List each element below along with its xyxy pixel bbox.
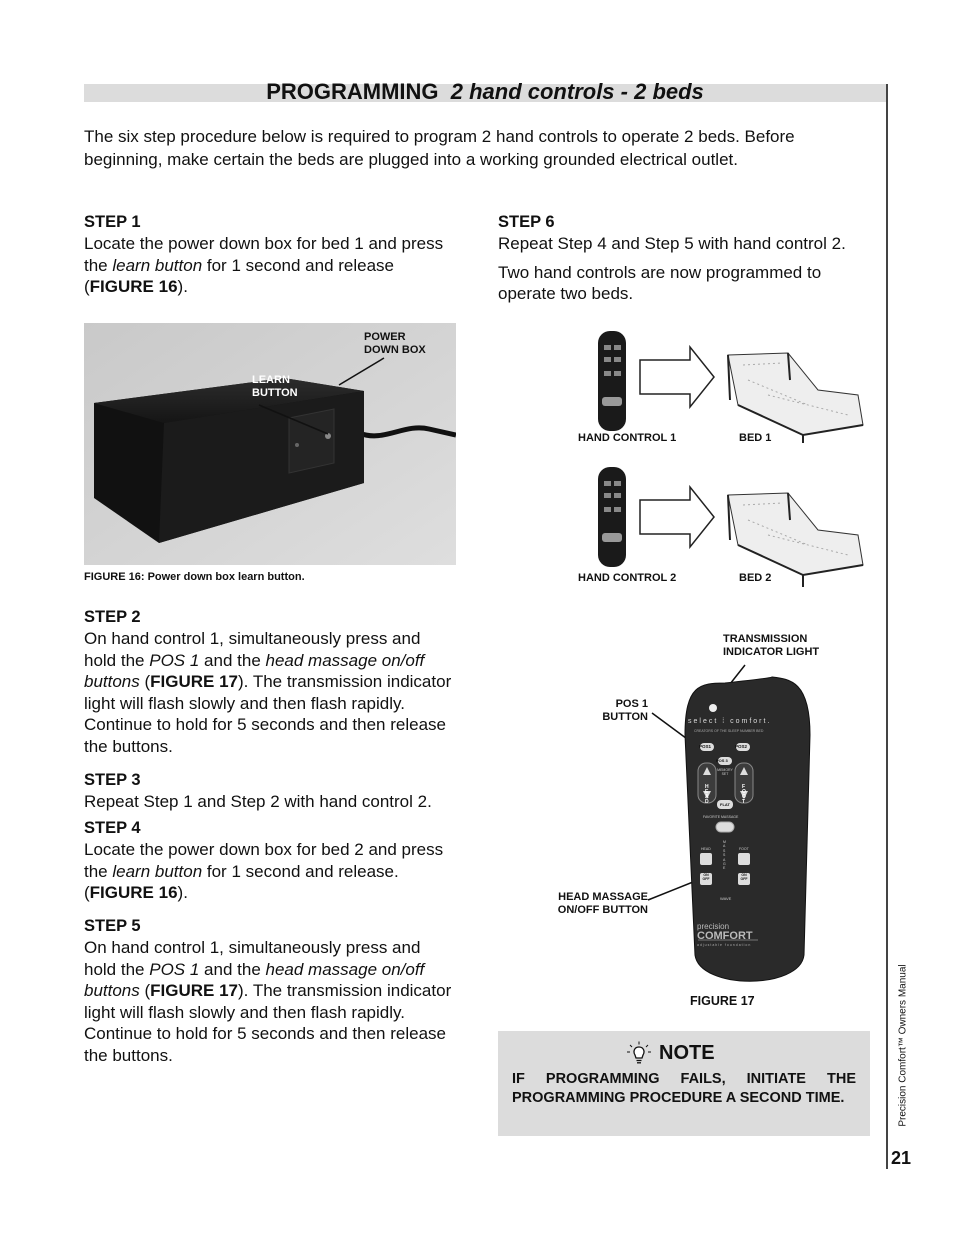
intro-paragraph: The six step procedure below is required to program 2 hand controls to operate 2 beds. Before beginning, make certain the beds are plugged into a working grounded electrical outlet. (84, 127, 795, 169)
remote-tagline: CREATORS OF THE SLEEP NUMBER BED (694, 729, 764, 733)
remote-logo-comfort: COMFORT (697, 930, 753, 942)
remote-flat-label[interactable]: FLAT (720, 802, 730, 807)
note-text: IF PROGRAMMING FAILS, INITIATE THE PROGRAMMING PROCEDURE A SECOND TIME. (512, 1071, 856, 1106)
remote-massage-label: MASSAGE (723, 840, 726, 871)
page-title: PROGRAMMING 2 hand controls - 2 beds (266, 79, 704, 104)
label-pos1-button: POS 1 BUTTON (602, 698, 648, 723)
label-power-down-box: POWER DOWN BOX (364, 331, 426, 356)
remote-logo-tagline: adjustable foundation (697, 943, 752, 947)
note-box (498, 1031, 870, 1136)
lightbulb-icon (626, 1041, 652, 1070)
page-number: 21 (891, 1148, 912, 1168)
figure-16-photo (84, 323, 456, 565)
power-down-box-illustration (84, 323, 456, 565)
step-2: STEP 2 On hand control 1, simultaneously press and hold the POS 1 and the head massage on/off buttons (FIGURE 17). The transmission indicator light will flash slowly and then flash rapidly. Continue to hold for 5 seconds and then release the buttons. (84, 608, 452, 756)
hand-control-1-icon (598, 331, 626, 431)
figure-16-caption: FIGURE 16: Power down box learn button. (84, 571, 305, 583)
label-hand-control-1: HAND CONTROL 1 (578, 432, 677, 444)
remote-favorite-label: FAVORITE MASSAGE (703, 815, 739, 819)
remote-pos3-label[interactable]: POS 3 (716, 758, 728, 763)
label-head-massage-button: HEAD MASSAGE ON/OFF BUTTON (557, 891, 648, 916)
remote-pos1-label[interactable]: POS1 (699, 744, 712, 749)
remote-head-onoff[interactable]: ON OFF (702, 873, 710, 881)
pairing-diagram (578, 325, 878, 595)
label-bed-2: BED 2 (739, 572, 772, 584)
transmission-light-icon (709, 704, 717, 712)
arrow-2-icon (640, 487, 714, 547)
remote-head-label[interactable]: HEAD (705, 784, 709, 805)
remote-memory-label: MEMORY SET (717, 768, 733, 776)
step-1: STEP 1 Locate the power down box for bed 1 and press the learn button for 1 second and release (FIGURE 16). (84, 213, 444, 296)
note-heading: NOTE (659, 1042, 715, 1064)
step-3: STEP 3 Repeat Step 1 and Step 2 with hand control 2. (84, 771, 432, 811)
hand-control-2-icon (598, 467, 626, 567)
label-transmission-light: TRANSMISSION INDICATOR LIGHT (723, 633, 820, 658)
label-bed-1: BED 1 (739, 432, 772, 444)
sidebar-manual-title: Precision Comfort™ Owners Manual (897, 964, 909, 1127)
label-learn-button: LEARN BUTTON (252, 374, 298, 399)
figure-17-caption: FIGURE 17 (690, 994, 755, 1008)
arrow-1-icon (640, 347, 714, 407)
remote-massage-foot: FOOT (739, 847, 749, 851)
remote-wave-label[interactable]: WAVE (720, 896, 732, 901)
massage-leader (648, 880, 698, 900)
label-hand-control-2: HAND CONTROL 2 (578, 572, 677, 584)
remote-foot-onoff[interactable]: ON OFF (740, 873, 748, 881)
remote-logo-precision: precision (697, 922, 730, 931)
step-5: STEP 5 On hand control 1, simultaneously press and hold the POS 1 and the head massage on/off buttons (FIGURE 17). The transmission indicator light will flash slowly and then flash rapidly. Continue to hold for 5 seconds and then release the buttons. (84, 917, 452, 1065)
step-6: STEP 6 Repeat Step 4 and Step 5 with hand control 2. Two hand controls are now programmed to operate two beds. (498, 213, 846, 303)
bed-1-icon (728, 353, 863, 443)
remote-massage-head: HEAD (701, 847, 711, 851)
remote-pos2-label[interactable]: POS2 (735, 744, 748, 749)
remote-brand: select ⁞ comfort. (688, 718, 772, 725)
remote-foot-label[interactable]: FOOT (742, 784, 746, 805)
step-4: STEP 4 Locate the power down box for bed 2 and press the learn button for 1 second and release. (FIGURE 16). (84, 819, 444, 902)
